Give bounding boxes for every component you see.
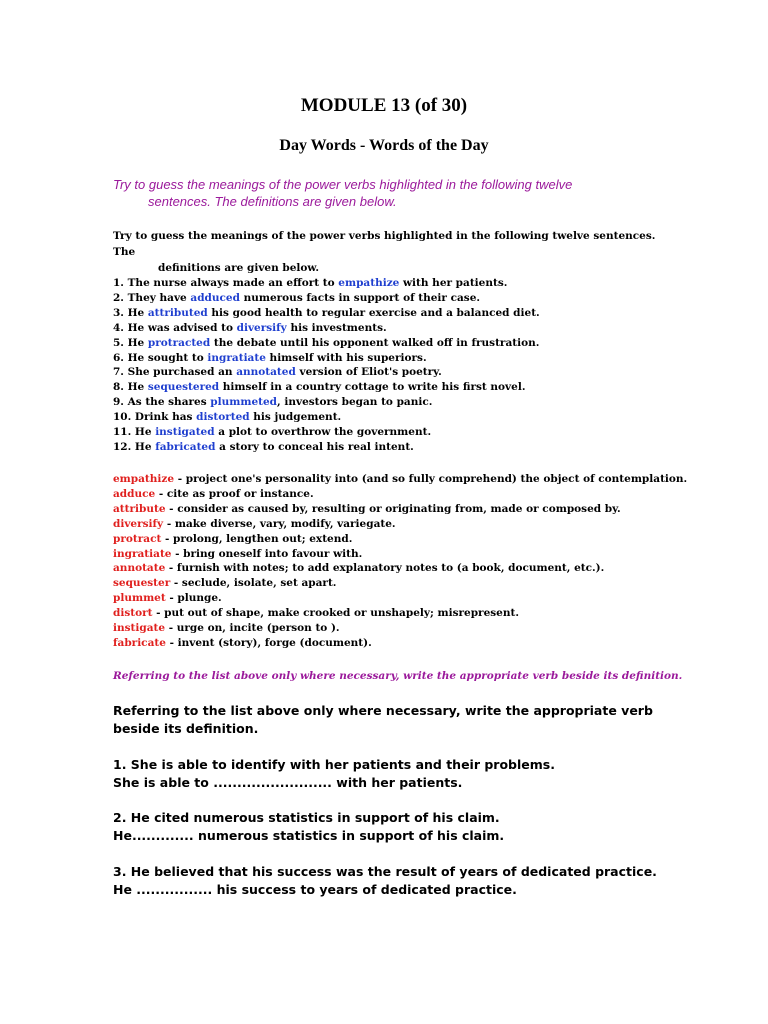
sentence-item: 7. She purchased an annotated version of Eliot's poetry.	[113, 366, 442, 379]
definition-item: annotate - furnish with notes; to add explanatory notes to (a book, document, etc.).	[113, 562, 605, 575]
power-verb: sequestered	[147, 381, 220, 394]
definition-term: fabricate	[113, 636, 166, 649]
intro-italic-line-2: sentences. The definitions are given below.	[148, 194, 397, 209]
sentence-item: 5. He protracted the debate until his opponent walked off in frustration.	[113, 336, 540, 349]
sentence-item: 4. He was advised to diversify his investments.	[113, 321, 387, 334]
definition-term: plummet	[113, 592, 166, 605]
intro-bold-line-1: Try to guess the meanings of the power verbs highlighted in the following twelve sentences. The	[113, 230, 656, 258]
power-verb: plummeted	[210, 396, 278, 409]
power-verb: instigated	[155, 426, 215, 439]
intro-bold-paragraph	[113, 228, 673, 276]
definition-item: sequester - seclude, isolate, set apart.	[113, 577, 337, 590]
exercise-item	[113, 863, 673, 899]
power-verb: distorted	[196, 411, 250, 424]
intro-italic-paragraph	[78, 176, 633, 210]
definition-item: protract - prolong, lengthen out; extend.	[113, 532, 353, 545]
sentence-item: 2. They have adduced numerous facts in support of their case.	[113, 291, 481, 304]
definition-term: diversify	[113, 517, 164, 530]
exercise-item	[113, 756, 673, 792]
exercise-question: 1. She is able to identify with her patients and their problems.	[113, 757, 555, 772]
sentence-item: 6. He sought to ingratiate himself with his superiors.	[113, 351, 427, 364]
sentence-item: 11. He instigated a plot to overthrow the government.	[113, 426, 432, 439]
sentence-item: 1. The nurse always made an effort to empathize with her patients.	[113, 277, 508, 289]
power-verb: empathize	[338, 277, 400, 289]
definition-item: attribute - consider as caused by, resulting or originating from, made or composed by.	[113, 502, 621, 515]
page-title: MODULE 13 (of 30)	[300, 95, 468, 116]
instruction-paragraph: Referring to the list above only where necessary, write the appropriate verb beside its definition.	[113, 703, 653, 736]
power-verb: attributed	[147, 306, 208, 319]
definition-term: ingratiate	[113, 547, 172, 560]
power-verb: fabricated	[155, 440, 216, 453]
power-verb: diversify	[236, 321, 287, 334]
sentence-item: 12. He fabricated a story to conceal his real intent.	[113, 440, 414, 453]
power-verb: protracted	[147, 336, 211, 349]
definition-term: sequester	[113, 577, 171, 590]
definition-term: instigate	[113, 622, 166, 635]
definition-item: fabricate - invent (story), forge (document).	[113, 636, 372, 649]
definition-item: adduce - cite as proof or instance.	[113, 487, 314, 500]
definition-list	[113, 472, 713, 651]
intro-italic-line-1: Try to guess the meanings of the power verbs highlighted in the following twelve	[113, 177, 573, 192]
exercise-question: 3. He believed that his success was the result of years of dedicated practice.	[113, 864, 657, 879]
definition-term: empathize	[113, 473, 175, 485]
exercise-blank-sentence: He ................ his success to years of dedicated practice.	[113, 882, 517, 897]
definition-item: empathize - project one's personality into (and so fully comprehend) the object of contemplation.	[113, 473, 688, 485]
definition-item: diversify - make diverse, vary, modify, variegate.	[113, 517, 396, 530]
definition-item: instigate - urge on, incite (person to ).	[113, 622, 340, 635]
exercise-blank-sentence: He............. numerous statistics in support of his claim.	[113, 828, 505, 843]
power-verb: ingratiate	[207, 351, 266, 364]
sentence-item: 10. Drink has distorted his judgement.	[113, 411, 342, 424]
power-verb: adduced	[190, 291, 240, 304]
definition-term: distort	[113, 607, 153, 620]
exercise-blank-sentence: She is able to ......................... with her patients.	[113, 775, 463, 790]
page-subtitle: Day Words - Words of the Day	[279, 137, 489, 154]
intro-bold-line-2: definitions are given below.	[158, 262, 320, 274]
sentence-item: 8. He sequestered himself in a country cottage to write his first novel.	[113, 381, 526, 394]
exercise-question: 2. He cited numerous statistics in support of his claim.	[113, 810, 500, 825]
exercise-item	[113, 809, 673, 845]
definition-term: adduce	[113, 487, 156, 500]
instruction-italic: Referring to the list above only where necessary, write the appropriate verb beside its definition.	[113, 670, 683, 682]
sentence-item: 3. He attributed his good health to regular exercise and a balanced diet.	[113, 306, 540, 319]
definition-item: distort - put out of shape, make crooked or unshapely; misrepresent.	[113, 607, 520, 620]
definition-item: ingratiate - bring oneself into favour with.	[113, 547, 363, 560]
definition-item: plummet - plunge.	[113, 592, 222, 605]
definition-term: attribute	[113, 502, 166, 515]
sentence-list	[113, 276, 673, 455]
power-verb: annotated	[236, 366, 296, 379]
definition-term: protract	[113, 532, 162, 545]
sentence-item: 9. As the shares plummeted, investors began to panic.	[113, 396, 433, 409]
definition-term: annotate	[113, 562, 166, 575]
